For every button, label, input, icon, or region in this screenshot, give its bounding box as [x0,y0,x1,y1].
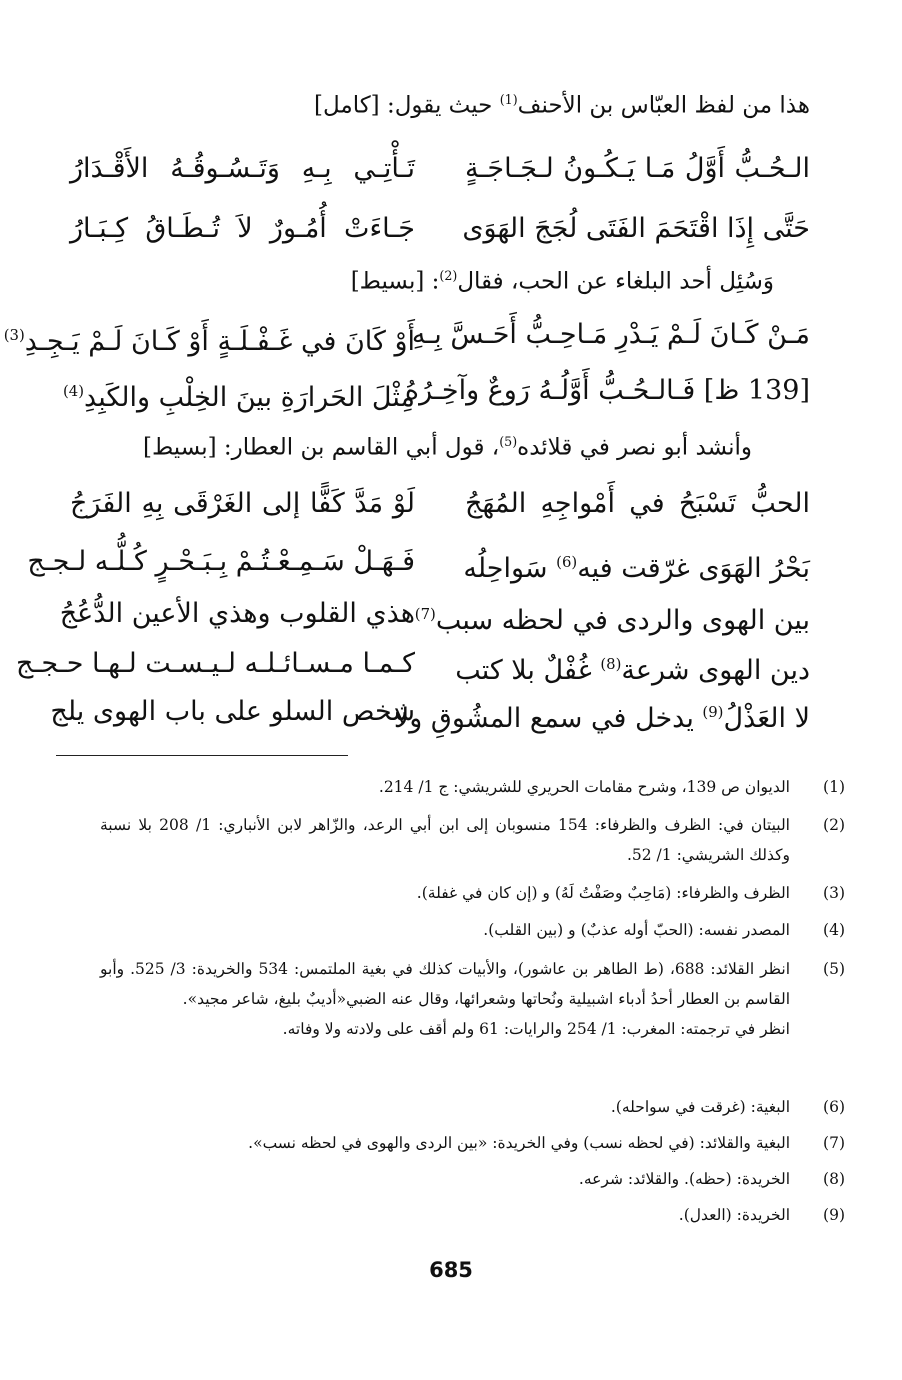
intro-text: هذا من لفظ العبّاس بن الأحنف [517,92,810,119]
footnote-text: الديوان ص 139، وشرح مقامات الحريري للشريشي: ج 1/ 214. [378,778,790,796]
footnote-text: الخريدة: (العدل). [678,1206,790,1224]
footnote-3 [100,878,852,908]
footnote-1 [100,772,852,802]
footnote-8 [100,1164,852,1194]
intro-line-2 [34,268,774,296]
footnote-text: البيتان في: الظرف والظرفاء: 154 منسوبان إلى ابن أبي الرعد، والزّاهر لابن الأنباري: 1/ 208 بلا نسبة وكذلك الشريشي: 1/ 52. [100,816,790,864]
intro-text: وَسُئِل أحد البلغاء عن الحب، فقال [457,268,774,295]
footnote-number: (2) [823,816,845,834]
footnote-9 [100,1200,852,1230]
footnote-ref: (5) [499,434,518,449]
verse-text: مِثْلَ الحَرارَةِ بينَ الخِلْبِ والكَبِدِ [84,382,415,413]
footnote-5 [100,954,852,1044]
footnote-text: البغية: (غرقت في سواحله). [610,1098,790,1116]
verse-second-hemistich: هذي القلوب وهذي الأعين الدُّعُجُ [59,598,415,629]
verse-second-hemistich: جَـاءَتْ أُمُـورٌ لاَ تُـطَـاقُ كِـبَـارُ [70,213,415,244]
verse-first-hemistich: حَتَّى إِذَا اقْتَحَمَ الفَتَى لُجَجَ الهَوَى [462,213,810,244]
verse-line [59,594,810,636]
intro-line-1 [70,92,810,120]
footnote-6 [100,1092,852,1122]
footnote-ref: (8) [600,655,622,673]
verse-first-hemistich: الحبُّ تَسْبَحُ في أَمْواجِهِ المُهَجُ [465,488,810,519]
footnote-text: البغية والقلائد: (في لحظه نسب) وفي الخريدة: «بين الردى والهوى في لحظه نسب». [248,1134,790,1152]
verse-text: غُفْلٌ بلا كتب [455,655,601,686]
footnote-number: (7) [823,1134,845,1152]
intro-text: : [بسيط] [350,268,440,295]
footnote-4 [100,915,852,945]
verse-text: سَواحِلُه [463,553,557,584]
verse-line [63,371,810,413]
footnote-text-extra: انظر في ترجمته: المغرب: 1/ 254 والرايات: 61 ولم أقف على ولادته ولا وفاته. [282,1020,790,1038]
page-number: 685 [429,1258,473,1282]
footnote-number: (6) [823,1098,845,1116]
verse-second-hemistich: كـمـا مـسـائـلـه لـيـسـت لـهـا حـجـج [16,648,415,679]
footnote-ref: (6) [556,553,578,571]
footnote-ref: (3) [3,326,25,344]
verse-line [27,542,810,584]
verse-second-hemistich [63,371,415,418]
intro-text: وأنشد أبو نصر في قلائده [517,434,752,461]
footnote-text: المصدر نفسه: (الحبّ أوله عذبٌ) و (بين القلب). [483,921,790,939]
verse-second-hemistich: شخص السلو على باب الهوى يلج [50,696,415,727]
footnote-text: انظر القلائد: 688، (ط الطاهر بن عاشور)، والأبيات كذلك في بغية الملتمس: 534 والخريدة: 3/ 525. وأبو القاسم بن العطار أحدُ أدباء اشبيلية ونُحاتها وشعرائها، وقال عنه الضبي«أديبٌ بليغ، شاعر مجيد». [100,960,791,1008]
footnote-number: (1) [823,778,845,796]
verse-text: أَوْ كَانَ في غَـفْـلَـةٍ أَوْ كَـانَ لَـمْ يَـجِـدِ [24,326,415,357]
footnote-text: الظرف والظرفاء: (مَاحِبٌ وصَفْتُ لَهُ) و (إن كان في غفلة). [416,884,790,902]
footnote-number: (4) [823,921,845,939]
verse-second-hemistich: فَـهَـلْ سَـمِـعْـتُـمْ بِـبَـحْـرٍ كُـلُّـه لـجـج [27,546,415,577]
intro-text: ، قول أبي القاسم بن العطار: [بسيط] [142,434,500,461]
footnote-number: (5) [823,960,845,978]
footnote-ref: (9) [702,703,724,721]
verse-line [50,692,810,734]
footnote-number: (8) [823,1170,845,1188]
verse-second-hemistich [3,315,415,362]
verse-line [70,149,810,189]
verse-first-hemistich [414,594,810,641]
verse-first-hemistich: مَـنْ كَـانَ لَـمْ يَـدْرِ مَـاحِـبُّ أَحَـسَّ بِـهِ [411,319,810,350]
verse-text: يدخل في سمع المشُوقِ ولا [393,703,703,734]
verse-first-hemistich [455,644,810,691]
verse-line [70,209,810,249]
footnote-number: (9) [823,1206,845,1224]
footnote-number: (3) [823,884,845,902]
intro-line-3 [12,434,752,462]
verse-second-hemistich: لَوْ مَدَّ كَفًّا إلى الغَرْقَى بِهِ الفَرَجُ [70,488,415,519]
footnote-separator [56,755,348,756]
footnote-7 [100,1128,852,1158]
verse-first-hemistich [465,542,810,589]
footnote-ref: (4) [63,382,85,400]
footnote-ref: (1) [499,92,518,107]
verse-line [16,644,810,686]
verse-text: بين الهوى والردى في لحظه سبب [435,605,810,636]
footnote-text: الخريدة: (حظه). والقلائد: شرعه. [578,1170,790,1188]
verse-line [3,315,810,357]
footnote-2 [100,810,852,870]
verse-text: بَحْرُ الهَوَى غرّقت فيه [577,553,810,584]
verse-text: لا العَذْلُ [723,703,810,734]
verse-line [70,484,810,524]
verse-first-hemistich: [139 ظ] فَـالـحُـبُّ أَوَّلُـهُ رَوعٌ وآخِـرُهُ [404,375,810,406]
footnote-ref: (2) [439,268,458,283]
verse-second-hemistich: تَـأْتِـي بِـهِ وَتَـسُـوقُـهُ الأَقْـدَارُ [70,153,415,184]
footnote-ref: (7) [414,605,436,623]
intro-text: حيث يقول: [كامل] [314,92,500,119]
verse-first-hemistich: الـحُـبُّ أَوَّلُ مَـا يَـكُـونُ لـجَـاجَـةٍ [465,153,810,184]
verse-first-hemistich [393,692,810,739]
verse-text: دين الهوى شرعة [621,655,810,686]
